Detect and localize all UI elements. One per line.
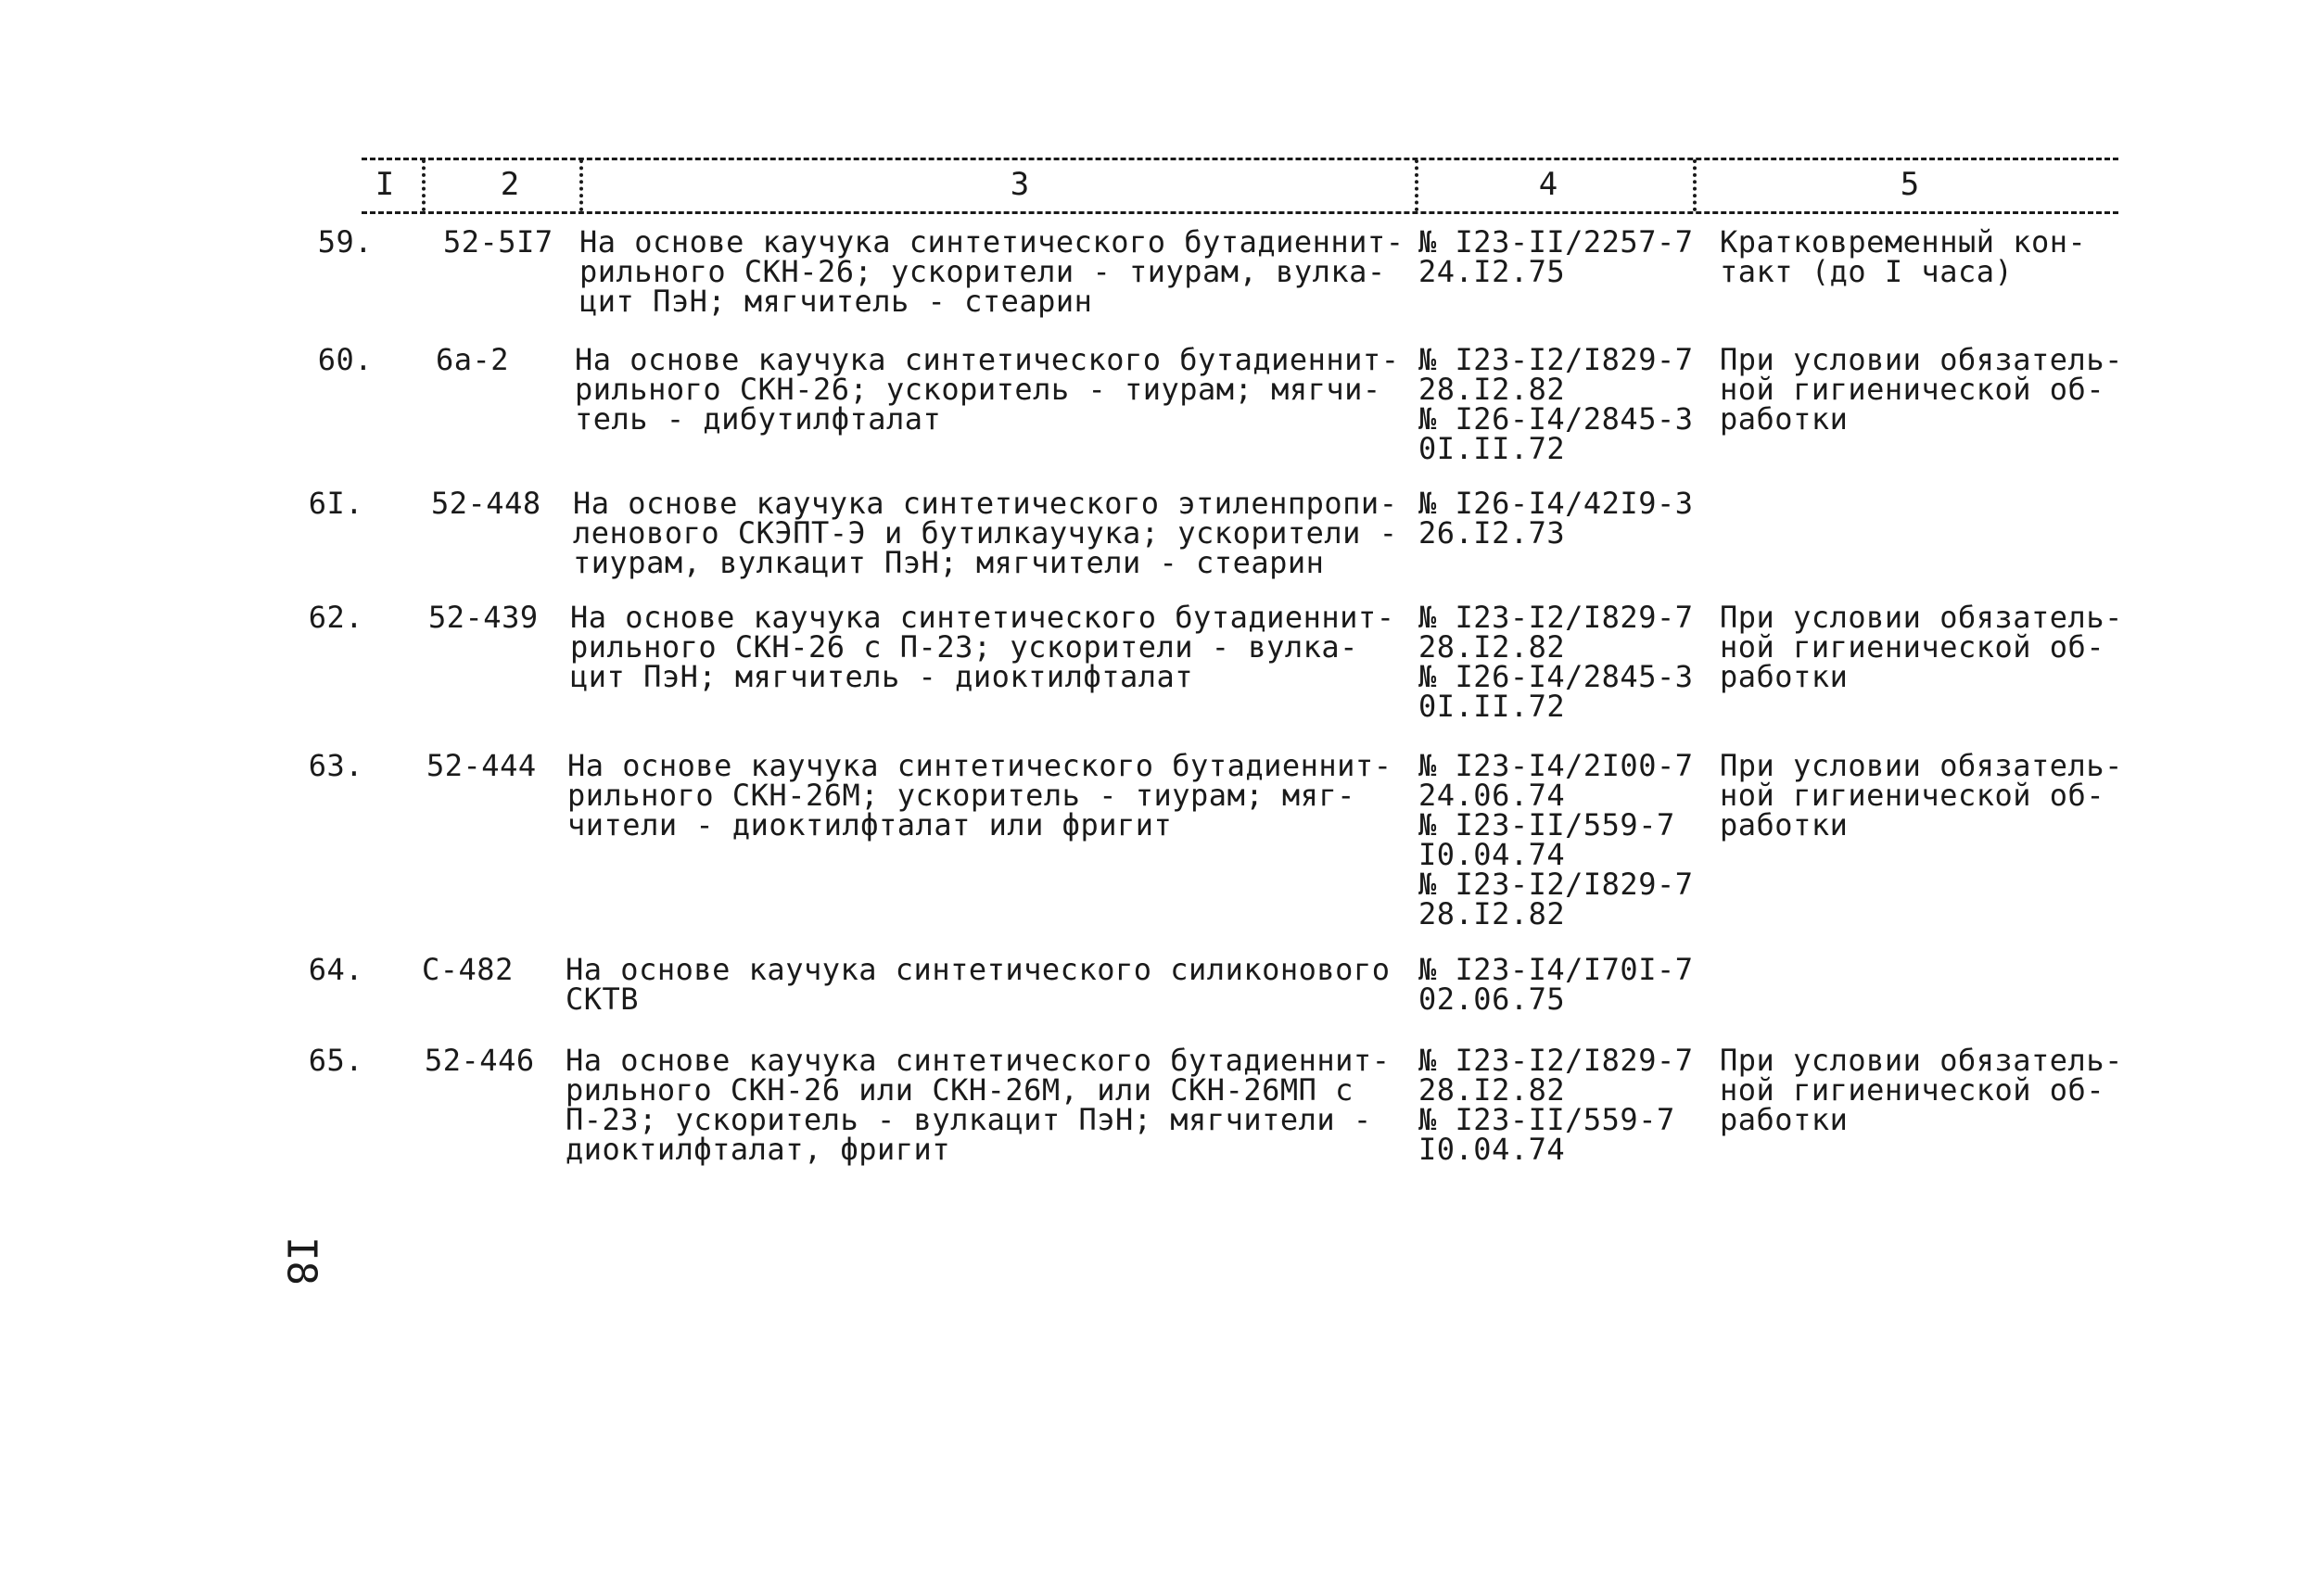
table-top-rule	[362, 158, 2118, 160]
usage-note-line: работки	[1720, 807, 1849, 842]
usage-note-line: При условии обязатель-	[1720, 1043, 2123, 1078]
header-col-4: 4	[1538, 166, 1558, 203]
material-description	[567, 748, 1392, 842]
permit-documents-line: № I23-I4/2I00-7	[1418, 748, 1694, 783]
material-description	[566, 1043, 1391, 1167]
product-code: 52-5I7	[443, 224, 553, 260]
permit-documents-line: 02.06.75	[1418, 982, 1566, 1017]
usage-note-line: ной гигиенической об-	[1720, 778, 2105, 813]
header-separator-1	[422, 159, 426, 211]
usage-note-line: работки	[1720, 659, 1849, 694]
permit-documents-line: № I26-I4/42I9-3	[1418, 486, 1694, 521]
permit-documents-line: № I23-I2/I829-7	[1418, 342, 1694, 377]
material-description-line: СКТВ	[566, 982, 640, 1017]
permit-documents-line: 28.I2.82	[1418, 629, 1566, 665]
material-description-line: рильного СКН-26 или СКН-26М, или СКН-26МП с	[566, 1072, 1354, 1108]
row-number: 59.	[317, 224, 373, 260]
usage-note	[1720, 342, 2123, 437]
permit-documents-line: I0.04.74	[1418, 837, 1566, 872]
permit-documents	[1418, 952, 1694, 1017]
header-separator-2	[579, 159, 583, 211]
usage-note-line: такт (до I часа)	[1720, 254, 2014, 289]
usage-note	[1720, 224, 2087, 289]
product-code: 52-448	[431, 486, 541, 521]
product-code: 6а-2	[436, 342, 510, 377]
material-description-line: тиурам, вулкацит ПэН; мягчители - стеарин	[573, 545, 1325, 580]
material-description	[566, 952, 1391, 1017]
material-description-line: тель - дибутилфталат	[575, 401, 942, 437]
permit-documents-line: 24.I2.75	[1418, 254, 1566, 289]
permit-documents-line: № I26-I4/2845-3	[1418, 659, 1694, 694]
material-description-line: На основе каучука синтетического бутадиеннит-	[566, 1043, 1391, 1078]
usage-note	[1720, 748, 2123, 842]
usage-note-line: ной гигиенической об-	[1720, 1072, 2105, 1108]
permit-documents-line: 26.I2.73	[1418, 515, 1566, 551]
material-description-line: рильного СКН-26М; ускоритель - тиурам; мяг-	[567, 778, 1355, 813]
permit-documents-line: № I23-II/559-7	[1418, 807, 1675, 842]
header-col-5: 5	[1900, 166, 1920, 203]
usage-note-line: ной гигиенической об-	[1720, 629, 2105, 665]
product-code: С-482	[422, 952, 514, 987]
row-number: 60.	[317, 342, 373, 377]
material-description-line: чители - диоктилфталат или фригит	[567, 807, 1173, 842]
permit-documents-line: 28.I2.82	[1418, 372, 1566, 407]
material-description-line: На основе каучука синтетического бутадиеннит-	[570, 600, 1395, 635]
permit-documents-line: № I23-I2/I829-7	[1418, 1043, 1694, 1078]
permit-documents	[1418, 748, 1694, 931]
permit-documents	[1418, 224, 1694, 289]
permit-documents	[1418, 1043, 1694, 1167]
material-description	[570, 600, 1395, 694]
usage-note-line: При условии обязатель-	[1720, 748, 2123, 783]
permit-documents	[1418, 342, 1694, 466]
material-description-line: диоктилфталат, фригит	[566, 1132, 951, 1167]
usage-note	[1720, 600, 2123, 694]
usage-note-line: При условии обязатель-	[1720, 342, 2123, 377]
material-description-line: цит ПэН; мягчитель - стеарин	[579, 284, 1093, 319]
permit-documents-line: № I23-I2/I829-7	[1418, 867, 1694, 902]
material-description	[579, 224, 1405, 319]
material-description-line: рильного СКН-26; ускоритель - тиурам; мягчи-	[575, 372, 1381, 407]
header-col-2: 2	[500, 166, 520, 203]
material-description-line: рильного СКН-26; ускорители - тиурам, вулка-	[579, 254, 1386, 289]
usage-note-line: работки	[1720, 1102, 1849, 1137]
permit-documents-line: № I23-II/559-7	[1418, 1102, 1675, 1137]
permit-documents-line: 28.I2.82	[1418, 1072, 1566, 1108]
header-col-3: 3	[1010, 166, 1030, 203]
permit-documents-line: № I23-II/2257-7	[1418, 224, 1694, 260]
permit-documents-line: 0I.II.72	[1418, 431, 1566, 466]
material-description-line: На основе каучука синтетического силиконового	[566, 952, 1391, 987]
permit-documents-line: 24.06.74	[1418, 778, 1566, 813]
row-number: 6I.	[308, 486, 363, 521]
material-description	[575, 342, 1400, 437]
material-description	[573, 486, 1398, 580]
row-number: 64.	[308, 952, 363, 987]
permit-documents-line: № I23-I4/I70I-7	[1418, 952, 1694, 987]
usage-note	[1720, 1043, 2123, 1137]
header-separator-4	[1693, 159, 1697, 211]
material-description-line: На основе каучука синтетического бутадиеннит-	[567, 748, 1392, 783]
material-description-line: На основе каучука синтетического этиленпропи-	[573, 486, 1398, 521]
permit-documents	[1418, 600, 1694, 724]
row-number: 65.	[308, 1043, 363, 1078]
material-description-line: П-23; ускоритель - вулкацит ПэН; мягчители -	[566, 1102, 1372, 1137]
row-number: 63.	[308, 748, 363, 783]
material-description-line: На основе каучука синтетического бутадиеннит-	[575, 342, 1400, 377]
usage-note-line: При условии обязатель-	[1720, 600, 2123, 635]
usage-note-line: работки	[1720, 401, 1849, 437]
row-number: 62.	[308, 600, 363, 635]
usage-note-line: ной гигиенической об-	[1720, 372, 2105, 407]
usage-note-line: Кратковременный кон-	[1720, 224, 2087, 260]
material-description-line: рильного СКН-26 с П-23; ускорители - вулка-	[570, 629, 1358, 665]
permit-documents	[1418, 486, 1694, 551]
header-col-1: I	[375, 166, 395, 203]
permit-documents-line: № I26-I4/2845-3	[1418, 401, 1694, 437]
permit-documents-line: I0.04.74	[1418, 1132, 1566, 1167]
material-description-line: цит ПэН; мягчитель - диоктилфталат	[570, 659, 1194, 694]
product-code: 52-444	[426, 748, 537, 783]
material-description-line: На основе каучука синтетического бутадиеннит-	[579, 224, 1405, 260]
material-description-line: ленового СКЭПТ-Э и бутилкаучука; ускорители -	[573, 515, 1398, 551]
header-separator-3	[1415, 159, 1418, 211]
permit-documents-line: 0I.II.72	[1418, 689, 1566, 724]
product-code: 52-439	[428, 600, 539, 635]
permit-documents-line: 28.I2.82	[1418, 896, 1566, 931]
product-code: 52-446	[425, 1043, 535, 1078]
permit-documents-line: № I23-I2/I829-7	[1418, 600, 1694, 635]
page-number: I8	[277, 1236, 325, 1286]
table-header-rule	[362, 211, 2118, 214]
